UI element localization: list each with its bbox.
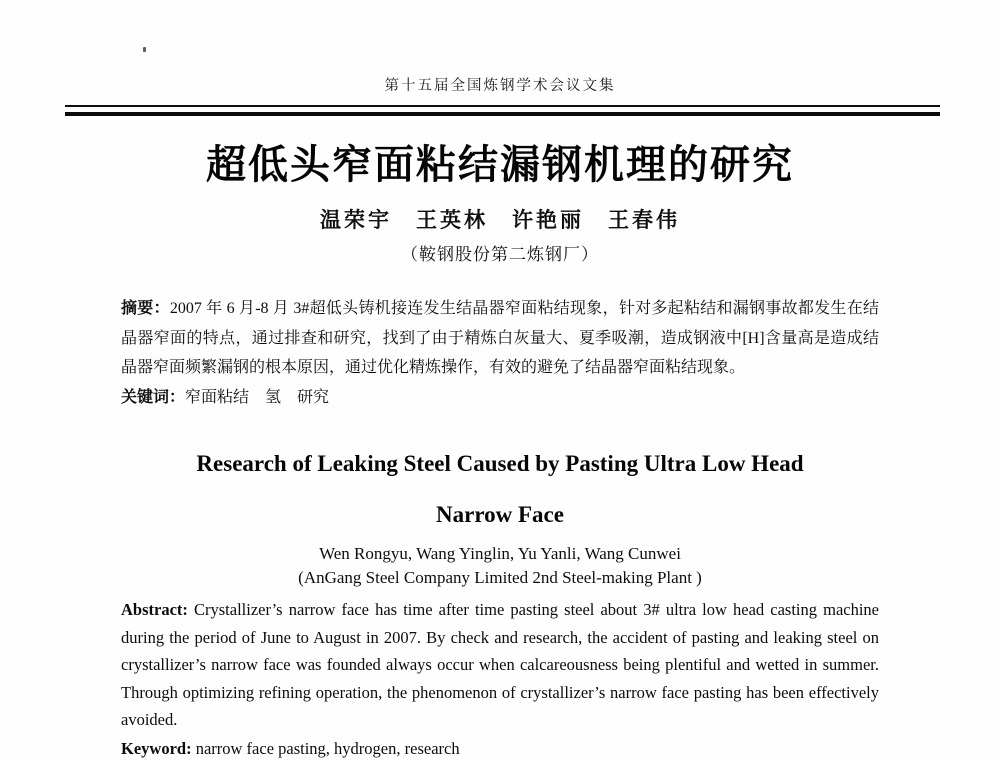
abstract-chinese <box>121 294 879 383</box>
affiliation-english: (AnGang Steel Company Limited 2nd Steel-making Plant ) <box>298 568 702 587</box>
abstract-label-english: Abstract: <box>121 600 188 619</box>
header-rule <box>65 105 940 116</box>
abstract-label-chinese: 摘要： <box>121 300 170 317</box>
authors-english: Wen Rongyu, Wang Yinglin, Yu Yanli, Wang Cunwei <box>319 544 681 563</box>
paper-title-english-line2: Narrow Face <box>436 502 564 527</box>
paper-title-chinese: 超低头窄面粘结漏钢机理的研究 <box>206 142 794 187</box>
keywords-chinese <box>121 383 879 413</box>
paper-title-english-line1: Research of Leaking Steel Caused by Pasting Ultra Low Head <box>196 451 804 476</box>
keywords-label-chinese: 关键词： <box>121 388 186 406</box>
abstract-english <box>121 596 879 734</box>
affiliation-chinese: （鞍钢股份第二炼钢厂） <box>401 245 599 264</box>
keyword-label-english: Keyword: <box>121 738 192 758</box>
header-rule-thick-line <box>65 112 940 116</box>
keywords-text-chinese: 窄面粘结 氢 研究 <box>185 388 330 406</box>
abstract-text-chinese: 2007 年 6 月-8 月 3#超低头铸机接连发生结晶器窄面粘结现象，针对多起粘结和漏钢事故都发生在结晶器窄面的特点，通过排查和研究，找到了由于精炼白灰量大、夏季吸潮，造成钢液中[H]含量高是造成结晶器窄面频繁漏钢的根本原因，通过优化精炼操作，有效的避免了结晶器窄面粘结现象。 <box>121 300 879 376</box>
keyword-english <box>121 738 879 760</box>
running-header: 第十五届全国炼钢学术会议文集 <box>384 78 616 94</box>
keyword-text-english: narrow face pasting, hydrogen, research <box>195 738 460 758</box>
scan-speck-artifact <box>143 47 146 52</box>
abstract-text-english: Crystallizer’s narrow face has time after time pasting steel about 3# ultra low head casting machine during the period of June to August in 2007. By check and research, the accident of pasting and leaking steel on crystallizer’s narrow face was founded always occur when calcareousness being plentiful and wetted in summer. Through optimizing refining operation, the phenomenon of crystallizer’s narrow face pasting has been effectively avoided. <box>121 600 880 729</box>
authors-chinese: 温荣宇 王英林 许艳丽 王春伟 <box>320 208 680 232</box>
